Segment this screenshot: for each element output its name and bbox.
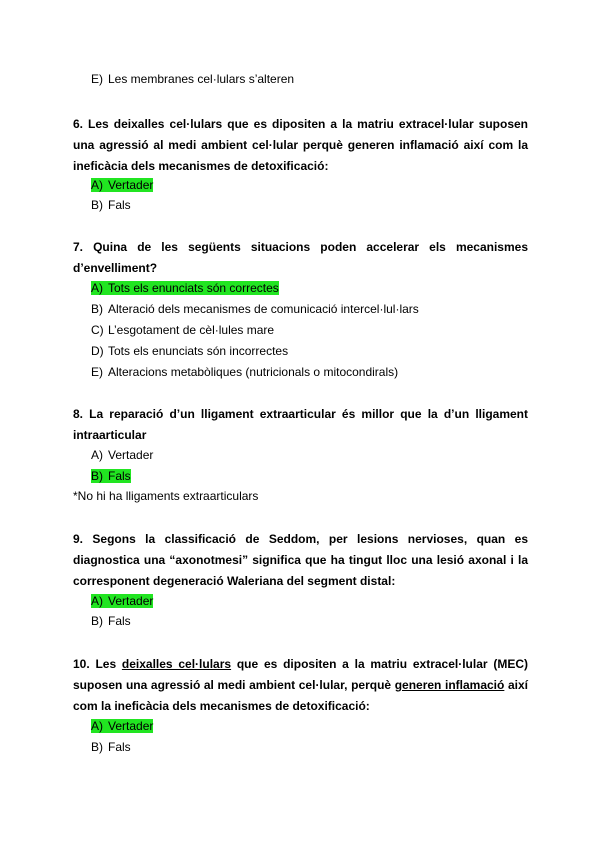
question-7-option-e: E) Alteracions metabòliques (nutricionals o mitocondirals) <box>91 365 399 379</box>
question-9-option-a: A) Vertader <box>91 594 154 608</box>
question-9-option-b: B) Fals <box>91 614 131 628</box>
question-10: 10. Les deixalles cel·lulars que es dipositen a la matriu extracel·lular (MEC) suposen una agressió al medi ambient cel·lular, perquè generen inflamació així com la ineficàcia dels mecanismes de detoxificació: <box>73 657 528 713</box>
question-9: 9. Segons la classificació de Seddom, per lesions nervioses, quan es diagnostica una “axonotmesi” significa que ha tingut lloc una lesió axonal i la corresponent degeneració Waleriana del segment distal: <box>73 532 528 588</box>
option-text: Vertader <box>108 178 154 192</box>
option-text: Fals <box>108 740 131 754</box>
question-7: 7. Quina de les següents situacions poden accelerar els mecanismes d’envelliment? <box>73 240 528 275</box>
option-e-previous: E) Les membranes cel·lulars s’alteren <box>91 72 295 86</box>
question-10-option-a: A) Vertader <box>91 719 154 733</box>
option-text: Fals <box>108 198 131 212</box>
question-7-option-a: A) Tots els enunciats són correctes <box>91 281 279 295</box>
option-text: Les membranes cel·lulars s’alteren <box>108 72 295 86</box>
option-text: L’esgotament de cèl·lules mare <box>108 323 275 337</box>
option-text: Alteracions metabòliques (nutricionals o mitocondirals) <box>108 365 399 379</box>
option-text: Alteració dels mecanismes de comunicació intercel·lul·lars <box>108 302 419 316</box>
question-8: 8. La reparació d’un lligament extraarticular és millor que la d’un lligament intraarticular <box>73 407 528 442</box>
question-7-option-c: C) L’esgotament de cèl·lules mare <box>91 323 275 337</box>
question-6-option-a: A) Vertader <box>91 178 154 192</box>
question-7-option-d: D) Tots els enunciats són incorrectes <box>91 344 289 358</box>
question-8-option-a: A) Vertader <box>91 448 154 462</box>
question-10-option-b: B) Fals <box>91 740 131 754</box>
question-6: 6. Les deixalles cel·lulars que es dipositen a la matriu extracel·lular suposen una agressió al medi ambient cel·lular perquè generen inflamació així com la ineficàcia dels mecanismes de detoxificació: <box>73 117 528 173</box>
underlined-phrase: generen inflamació <box>394 678 505 692</box>
question-8-option-b: B) Fals <box>91 469 131 483</box>
question-8-note: *No hi ha lligaments extraarticulars <box>73 489 259 503</box>
question-7-option-b: B) Alteració dels mecanismes de comunicació intercel·lul·lars <box>91 302 419 316</box>
option-text: Fals <box>108 469 131 483</box>
option-text: Vertader <box>108 448 154 462</box>
option-text: Fals <box>108 614 131 628</box>
option-text: Vertader <box>108 594 154 608</box>
option-text: Tots els enunciats són incorrectes <box>108 344 289 358</box>
option-text: Vertader <box>108 719 154 733</box>
question-6-option-b: B) Fals <box>91 198 131 212</box>
underlined-phrase: deixalles cel·lulars <box>121 657 232 671</box>
option-text: Tots els enunciats són correctes <box>108 281 279 295</box>
